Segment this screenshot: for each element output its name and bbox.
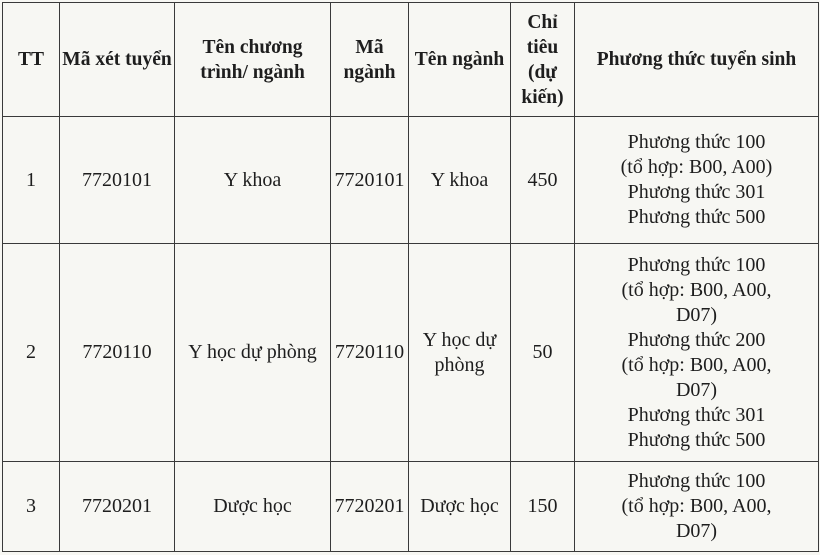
method-line: Phương thức 100 [627, 470, 766, 492]
method-line: (tổ hợp: B00, A00, [621, 353, 772, 376]
method-line: (tổ hợp: B00, A00, [621, 278, 772, 301]
header-ten-nganh: Tên ngành [409, 3, 511, 117]
method-line: (tổ hợp: B00, A00) [620, 156, 773, 178]
cell-phuong-thuc [575, 462, 819, 552]
cell-stt: 3 [3, 462, 60, 552]
cell-ten-chuong-trinh: Y học dự phòng [175, 244, 331, 462]
header-ma-xet-tuyen: Mã xét tuyển [60, 3, 175, 117]
cell-ma-nganh: 7720110 [331, 244, 409, 462]
cell-chi-tieu: 450 [511, 117, 575, 244]
cell-stt: 1 [3, 117, 60, 244]
method-line: Phương thức 200 [627, 328, 766, 351]
table-row [3, 462, 819, 552]
cell-ma-xet-tuyen: 7720110 [60, 244, 175, 462]
cell-stt: 2 [3, 244, 60, 462]
method-line: Phương thức 500 [627, 206, 766, 228]
header-ma-nganh: Mã ngành [331, 3, 409, 117]
header-phuong-thuc: Phương thức tuyển sinh [575, 3, 819, 117]
method-line: D07) [675, 303, 718, 326]
cell-ten-chuong-trinh: Y khoa [175, 117, 331, 244]
method-line: Phương thức 100 [627, 131, 766, 153]
cell-ten-nganh: Dược học [409, 462, 511, 552]
header-row [3, 3, 819, 117]
table-row [3, 244, 819, 462]
cell-ten-nganh: Y học dự phòng [409, 244, 511, 462]
cell-ma-nganh: 7720201 [331, 462, 409, 552]
cell-phuong-thuc [575, 117, 819, 244]
table-row [3, 117, 819, 244]
cell-ten-chuong-trinh: Dược học [175, 462, 331, 552]
method-line: Phương thức 500 [627, 428, 766, 451]
method-line: Phương thức 301 [627, 181, 766, 203]
cell-ma-xet-tuyen: 7720101 [60, 117, 175, 244]
cell-ma-xet-tuyen: 7720201 [60, 462, 175, 552]
method-line: D07) [675, 378, 718, 401]
method-line: (tổ hợp: B00, A00, [621, 495, 772, 517]
cell-phuong-thuc [575, 244, 819, 462]
cell-chi-tieu: 50 [511, 244, 575, 462]
cell-ten-nganh: Y khoa [409, 117, 511, 244]
header-chi-tieu: Chỉ tiêu (dự kiến) [511, 3, 575, 117]
method-line: Phương thức 100 [627, 253, 766, 276]
header-ten-chuong-trinh: Tên chương trình/ ngành [175, 3, 331, 117]
method-line: D07) [675, 520, 718, 542]
cell-ma-nganh: 7720101 [331, 117, 409, 244]
header-stt: TT [3, 3, 60, 117]
method-line: Phương thức 301 [627, 403, 766, 426]
cell-chi-tieu: 150 [511, 462, 575, 552]
admission-table [2, 2, 819, 552]
